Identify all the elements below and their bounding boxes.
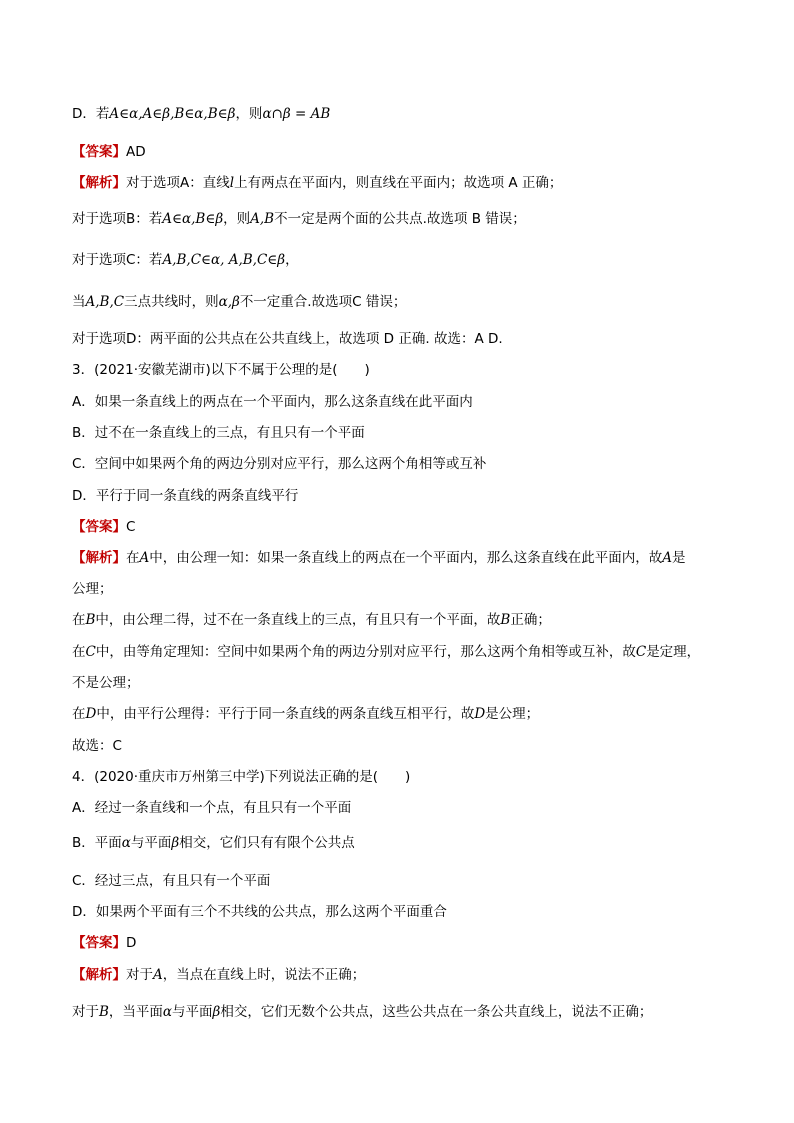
q4-option-math: β <box>171 835 180 851</box>
q3-analysis-text: 公理； <box>72 581 113 597</box>
q3-answer <box>72 517 135 537</box>
q3-option-text: A．如果一条直线上的两点在一个平面内，那么这条直线在此平面内 <box>72 394 473 410</box>
q2-analysis-math: l <box>229 175 235 191</box>
q3-analysis-text: 中，由等角定理知：空间中如果两个角的两边分别对应平行，那么这两个角相等或互补，故 <box>95 644 636 660</box>
q2-option-d-math2: α∩β = AB <box>262 106 331 122</box>
q2-analysis-text: 三点共线时，则 <box>124 294 219 310</box>
q3-option-d <box>72 486 298 506</box>
q4-option-b <box>72 833 355 853</box>
q3-analysis-text: 正确； <box>510 612 551 628</box>
q4-analysis-math: B <box>99 1004 109 1020</box>
q4-option-a <box>72 798 351 818</box>
q3-analysis-text: 在 <box>72 706 86 722</box>
analysis-tag: 【解析】 <box>72 550 126 566</box>
q2-analysis-math: A,B <box>250 211 275 227</box>
q3-analysis-line6 <box>72 704 539 724</box>
q4-analysis-text: 对于 <box>126 967 153 983</box>
q2-analysis-text: 当 <box>72 294 86 310</box>
answer-tag: 【答案】 <box>72 144 126 160</box>
q3-analysis-math: B <box>85 612 96 628</box>
q3-analysis-text: 中，由公理一知：如果一条直线上的两点在一个平面内，那么这条直线在此平面内，故 <box>149 550 663 566</box>
q2-answer-value: AD <box>126 144 146 160</box>
q3-conclusion-text: 故选：C <box>72 738 122 754</box>
q3-option-text: B．过不在一条直线上的三点，有且只有一个平面 <box>72 425 365 441</box>
q4-analysis-line1 <box>72 965 365 985</box>
q3-analysis-text: 中，由平行公理得：平行于同一条直线的两条直线互相平行，故 <box>96 706 475 722</box>
q3-analysis-math: D <box>85 706 97 722</box>
q2-analysis-math: α,β <box>218 294 240 310</box>
q2-analysis-text: 不一定重合.故选项C 错误； <box>239 294 407 310</box>
q4-option-text: C．经过三点，有且只有一个平面 <box>72 873 271 889</box>
q3-option-c <box>72 454 486 474</box>
q3-analysis-line4 <box>72 642 700 662</box>
q2-analysis-line4 <box>72 292 406 312</box>
q3-stem-text: 3．(2021·安徽芜湖市)以下不属于公理的是( ) <box>72 362 370 378</box>
q4-option-text: D．如果两个平面有三个不共线的公共点，那么这两个平面重合 <box>72 904 447 920</box>
q4-option-math: α <box>121 835 131 851</box>
q4-analysis-text: 相交，它们无数个公共点，这些公共点在一条公共直线上，说法不正确； <box>220 1004 653 1020</box>
q3-analysis-text: 在 <box>72 644 86 660</box>
q2-analysis-line5 <box>72 329 503 349</box>
answer-tag: 【答案】 <box>72 519 126 535</box>
q2-analysis-text: 对于选项B：若 <box>72 211 163 227</box>
q4-analysis-text: ，当点在直线上时，说法不正确； <box>162 967 366 983</box>
q4-analysis-line2 <box>72 1002 652 1022</box>
q3-analysis-math: C <box>85 644 96 660</box>
analysis-tag: 【解析】 <box>72 175 126 191</box>
q4-analysis-math: α <box>162 1004 173 1020</box>
q4-analysis-math: A <box>153 967 163 983</box>
q4-option-c <box>72 871 270 891</box>
q4-analysis-text: 与平面 <box>172 1004 213 1020</box>
q2-analysis-line3 <box>72 250 299 270</box>
q3-analysis-text: 不是公理； <box>72 675 140 691</box>
q3-analysis-text: 在 <box>126 550 140 566</box>
answer-tag: 【答案】 <box>72 935 126 951</box>
q2-analysis-text: 对于选项D：两平面的公共点在公共直线上，故选项 D 正确. 故选：A D. <box>72 331 503 347</box>
q3-stem <box>72 360 370 380</box>
q3-analysis-text: 是 <box>672 550 686 566</box>
q2-analysis-line2 <box>72 209 526 229</box>
q3-analysis-line2 <box>72 579 113 599</box>
q4-option-text: B．平面 <box>72 835 122 851</box>
q2-analysis-text: 对于选项C：若 <box>72 252 163 268</box>
q3-option-text: C．空间中如果两个角的两边分别对应平行，那么这两个角相等或互补 <box>72 456 487 472</box>
q2-option-d-mid: ，则 <box>235 106 263 122</box>
q3-conclusion <box>72 736 122 756</box>
q3-analysis-text: 是定理， <box>646 644 701 660</box>
q2-analysis-text: 不一定是两个面的公共点.故选项 B 错误； <box>274 211 526 227</box>
q4-answer-value: D <box>126 935 137 951</box>
q2-analysis-math: A,B,C∈α, A,B,C∈β <box>162 252 286 268</box>
q3-option-a <box>72 392 473 412</box>
q2-option-d-prefix: D．若 <box>72 106 110 122</box>
q4-option-d <box>72 902 447 922</box>
q3-analysis-math: A <box>139 550 150 566</box>
q2-analysis-text: ， <box>285 252 299 268</box>
q3-analysis-line5 <box>72 673 140 693</box>
analysis-tag: 【解析】 <box>72 967 126 983</box>
q2-analysis-math: A,B,C <box>85 294 125 310</box>
q2-analysis-math: A∈α,B∈β <box>162 211 224 227</box>
q4-answer <box>72 933 136 953</box>
q4-analysis-math: β <box>212 1004 221 1020</box>
q4-stem-text: 4．(2020·重庆市万州第三中学)下列说法正确的是( ) <box>72 769 411 785</box>
q4-option-text: 与平面 <box>130 835 172 851</box>
q4-option-text: 相交，它们只有有限个公共点 <box>179 835 355 851</box>
q3-analysis-text: 是公理； <box>485 706 540 722</box>
q2-analysis-text: 对于选项A：直线 <box>126 175 230 191</box>
q3-option-b <box>72 423 365 443</box>
q3-analysis-text: 在 <box>72 612 86 628</box>
q2-answer <box>72 142 146 162</box>
q3-analysis-math: D <box>474 706 486 722</box>
q4-analysis-text: ，当平面 <box>108 1004 163 1020</box>
q3-analysis-line1 <box>72 548 686 568</box>
q3-analysis-line3 <box>72 610 551 630</box>
q3-option-text: D．平行于同一条直线的两条直线平行 <box>72 488 299 504</box>
q3-analysis-text: 中，由公理二得，过不在一条直线上的三点，有且只有一个平面，故 <box>95 612 501 628</box>
q4-option-text: A．经过一条直线和一个点，有且只有一个平面 <box>72 800 352 816</box>
q2-option-d-math1: A∈α,A∈β,B∈α,B∈β <box>109 106 236 122</box>
q4-stem <box>72 767 410 787</box>
q3-analysis-math: A <box>662 550 672 566</box>
q2-analysis-line1 <box>72 173 562 193</box>
q3-analysis-math: C <box>635 644 647 660</box>
q4-analysis-text: 对于 <box>72 1004 99 1020</box>
q2-analysis-text: ，则 <box>223 211 251 227</box>
q2-option-d <box>72 104 330 124</box>
q2-analysis-text: 上有两点在平面内，则直线在平面内；故选项 A 正确； <box>234 175 563 191</box>
q3-analysis-math: B <box>500 612 511 628</box>
q3-answer-value: C <box>126 519 136 535</box>
